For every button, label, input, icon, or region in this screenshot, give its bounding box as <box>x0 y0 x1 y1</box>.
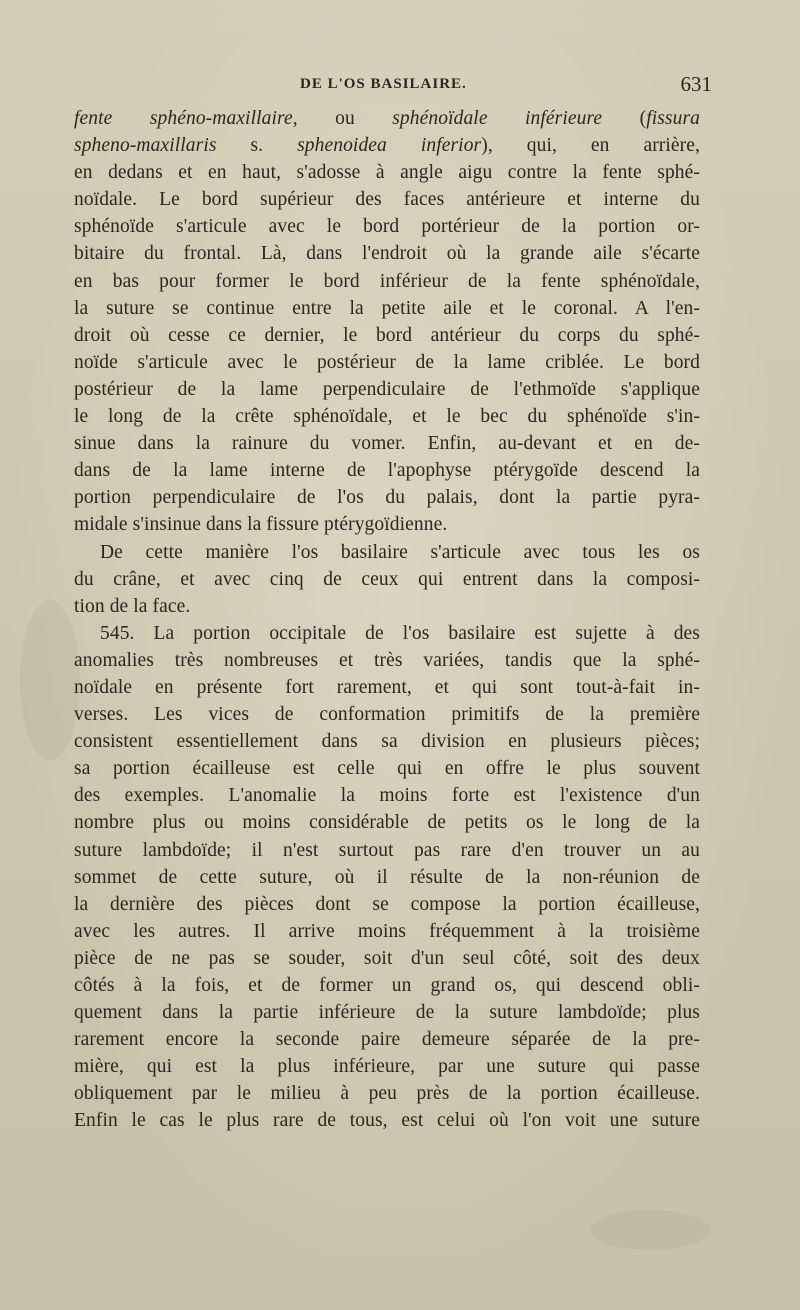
page-number: 631 <box>680 72 712 96</box>
text-run: rarement encore la seconde paire demeure séparée de la pre- <box>74 1029 700 1051</box>
text-line <box>74 213 700 240</box>
text-run: portion perpendiculaire de l'os du palais, dont la partie pyra- <box>74 487 700 509</box>
text-run: la suture se continue entre la petite aile et le coronal. A l'en- <box>74 297 700 319</box>
text-run: consistent essentiellement dans sa division en plusieurs pièces; <box>74 731 700 753</box>
text-run: midale s'insinue dans la fissure ptérygoïdienne. <box>74 514 448 536</box>
text-line <box>74 539 700 566</box>
text-run: obliquement par le milieu à peu près de la portion écailleuse. <box>74 1083 700 1105</box>
text-line <box>74 674 700 701</box>
text-run: des exemples. L'anomalie la moins forte est l'existence d'un <box>74 785 700 807</box>
text-run: tion de la face. <box>74 595 191 617</box>
text-run: De cette manière l'os basilaire s'articule avec tous les os <box>100 541 700 563</box>
body-text <box>74 105 700 1135</box>
text-run: Enfin le cas le plus rare de tous, est celui où l'on voit une suture <box>74 1110 700 1132</box>
text-run: droit où cesse ce dernier, le bord antérieur du corps du sphé- <box>74 324 700 346</box>
text-line <box>74 755 700 782</box>
text-run: la dernière des pièces dont se compose la portion écailleuse, <box>74 893 700 915</box>
italic-text: sphéno-maxillaire <box>149 108 293 129</box>
text-run: verses. Les vices de conformation primitifs de la première <box>74 704 700 726</box>
text-run: dans de la lame interne de l'apophyse ptérygoïde descend la <box>74 460 700 482</box>
text-line <box>74 403 700 430</box>
italic-text: fissura <box>646 108 701 129</box>
text-line <box>74 782 700 809</box>
text-line <box>74 566 700 593</box>
text-line <box>74 295 700 322</box>
text-run: quement dans la partie inférieure de la suture lambdoïde; plus <box>74 1002 700 1024</box>
text-line <box>74 186 700 213</box>
text-run: 545. La portion occipitale de l'os basilaire est sujette à des <box>100 622 700 644</box>
text-run: côtés à la fois, et de former un grand os, qui descend obli- <box>74 975 700 996</box>
running-head <box>72 74 712 100</box>
text-run: bitaire du frontal. Là, dans l'endroit où la grande aile s'écarte <box>74 243 700 265</box>
text-line <box>74 999 700 1026</box>
text-run: suture lambdoïde; il n'est surtout pas rare d'en trouver un au <box>74 839 700 861</box>
text-line <box>74 484 700 511</box>
text-line <box>74 240 700 267</box>
text-line <box>74 891 700 918</box>
italic-text: fente <box>74 108 150 129</box>
text-line <box>74 268 700 295</box>
text-run: en bas pour former le bord inférieur de la fente sphénoïdale, <box>74 270 700 292</box>
text-line <box>74 864 700 891</box>
paper-stain <box>20 600 80 760</box>
paper-stain <box>590 1210 710 1250</box>
text-run: avec les autres. Il arrive moins fréquemment à la troisième <box>74 920 700 942</box>
text-line <box>74 511 700 538</box>
text-line <box>74 322 700 349</box>
text-run: mière, qui est la plus inférieure, par une suture qui passe <box>74 1056 700 1078</box>
text-line <box>74 105 700 132</box>
text-line <box>74 457 700 484</box>
text-line <box>74 132 700 159</box>
text-line <box>74 809 700 836</box>
text-run: anomalies très nombreuses et très variées, tandis que la sphé- <box>74 649 700 671</box>
text-run: noïdale en présente fort rarement, et qui sont tout-à-fait in- <box>74 676 700 698</box>
text-line <box>74 349 700 376</box>
text-line <box>74 430 700 457</box>
text-run: sommet de cette suture, où il résulte de la non-réunion de <box>74 866 700 888</box>
text-line <box>74 972 700 999</box>
text-line <box>74 918 700 945</box>
text-line <box>74 1026 700 1053</box>
text-run: nombre plus ou moins considérable de petits os le long de la <box>74 812 700 834</box>
italic-text: sphénoïdale inférieure <box>392 108 603 129</box>
text-line <box>74 593 700 620</box>
text-run: , ou <box>292 108 393 129</box>
text-run: du crâne, et avec cinq de ceux qui entrent dans la composi- <box>74 568 700 590</box>
text-run: sinue dans la rainure du vomer. Enfin, au-devant et en de- <box>74 433 700 455</box>
text-run: en dedans et en haut, s'adosse à angle aigu contre la fente sphé- <box>74 162 700 184</box>
running-head-title: DE L'OS BASILAIRE. <box>300 76 467 92</box>
text-line <box>74 701 700 728</box>
text-line <box>74 620 700 647</box>
text-line <box>74 376 700 403</box>
text-line <box>74 728 700 755</box>
text-run: ), qui, en arrière, <box>481 135 700 157</box>
italic-text: sphenoidea inferior <box>297 135 482 157</box>
text-line <box>74 647 700 674</box>
text-run: pièce de ne pas se souder, soit d'un seul côté, soit des deux <box>74 947 700 969</box>
text-line <box>74 159 700 186</box>
text-run: sphénoïde s'articule avec le bord portérieur de la portion or- <box>74 216 700 238</box>
text-line <box>74 1107 700 1134</box>
italic-text: spheno-maxillaris <box>74 135 217 157</box>
text-line <box>74 1053 700 1080</box>
text-run: postérieur de la lame perpendiculaire de l'ethmoïde s'applique <box>74 378 700 400</box>
text-line <box>74 945 700 972</box>
text-run: sa portion écailleuse est celle qui en offre le plus souvent <box>74 758 700 780</box>
text-run: ( <box>602 108 647 129</box>
text-run: le long de la crête sphénoïdale, et le bec du sphénoïde s'in- <box>74 406 700 428</box>
text-line <box>74 837 700 864</box>
text-run: noïdale. Le bord supérieur des faces antérieure et interne du <box>74 189 700 211</box>
text-run: s. <box>216 135 298 157</box>
text-line <box>74 1080 700 1107</box>
text-run: noïde s'articule avec le postérieur de la lame criblée. Le bord <box>74 351 700 373</box>
